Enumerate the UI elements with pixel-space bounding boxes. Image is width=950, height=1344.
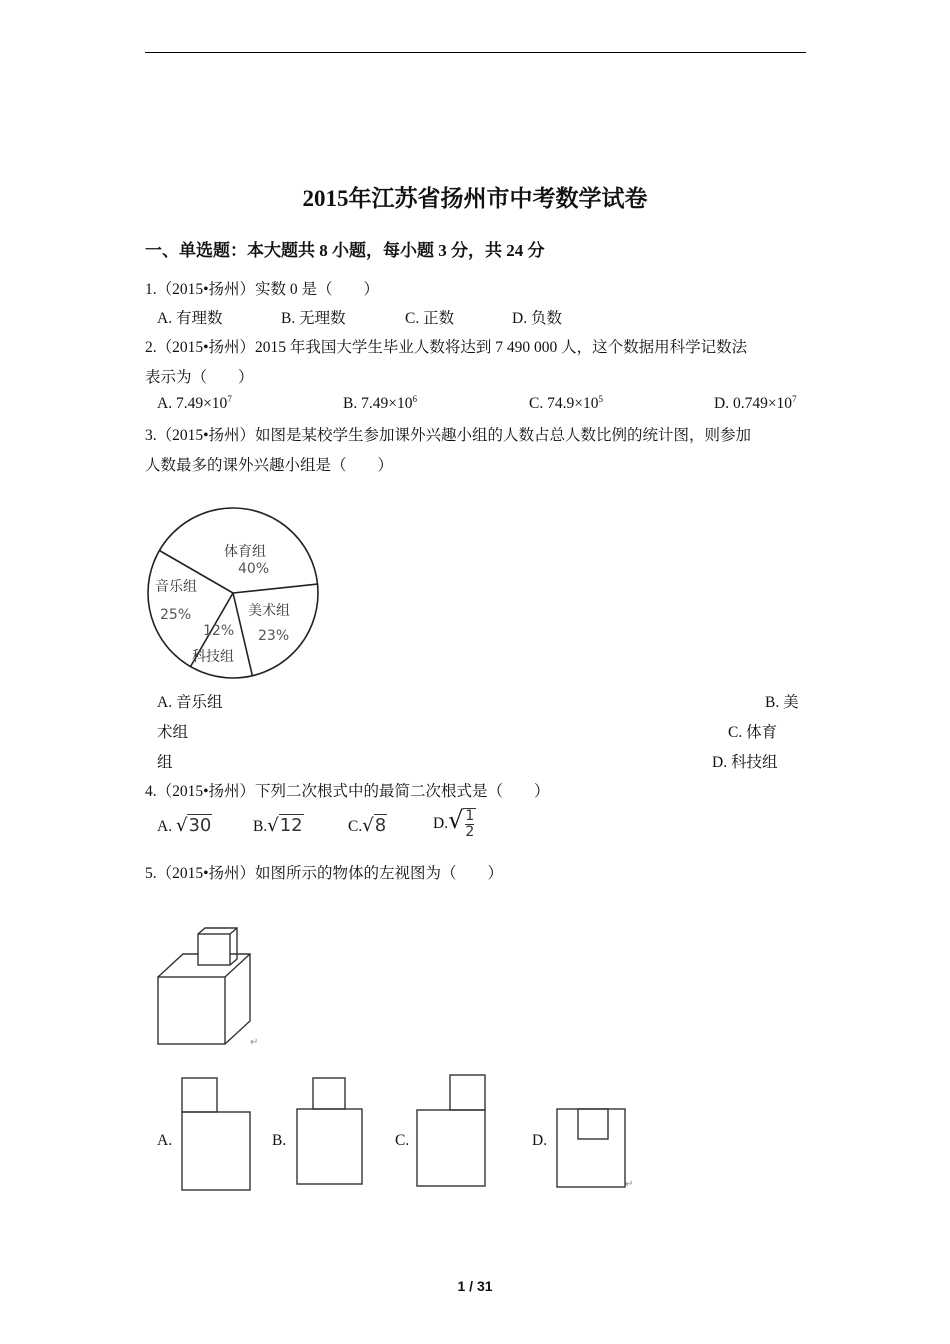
header-rule — [145, 52, 806, 53]
svg-text:↵: ↵ — [250, 1037, 259, 1048]
q2-option-c: C. $74.9\times 10^5$ — [529, 394, 603, 412]
q3-option-c-part2: 组 — [157, 754, 173, 771]
q3-option-a: A. 音乐组 — [157, 694, 223, 711]
q3-stem-line1: 3.（2015•扬州）如图是某校学生参加课外兴趣小组的人数占总人数比例的统计图，则参加 — [145, 427, 752, 444]
q3-option-d: D. 科技组 — [712, 754, 778, 771]
q5-option-d-figure — [555, 1105, 640, 1195]
section-heading: 一、单选题：本大题共 8 小题，每小题 3 分，共 24 分 — [145, 241, 545, 260]
q1-option-c: C. 正数 — [405, 310, 455, 327]
q5-option-c-figure — [415, 1072, 490, 1190]
q2-option-b: B. $7.49\times 10^6$ — [343, 394, 417, 412]
q4-option-d: D.√ $\frac{1}{2}$ — [433, 806, 475, 841]
q2-option-d: D. $0.749\times 10^7$ — [714, 394, 797, 412]
q3-option-b-part1: B. 美 — [765, 694, 799, 711]
svg-text:↵: ↵ — [625, 1179, 634, 1190]
q1-option-b: B. 无理数 — [281, 310, 346, 327]
q5-option-b-label: B. — [272, 1132, 287, 1149]
q1-option-d: D. 负数 — [512, 310, 562, 327]
q4-option-c: C.√8 — [348, 815, 387, 836]
pie-label-tiyu: 体育组 — [224, 544, 266, 560]
solid-figure — [150, 925, 270, 1055]
q3-option-b-part2: 术组 — [157, 724, 189, 741]
q5-option-d-label: D. — [532, 1132, 548, 1149]
pie-value-yinyue: 25% — [160, 607, 192, 623]
q3-stem-line2: 人数最多的课外兴趣小组是（ ） — [145, 457, 394, 474]
q1-option-a: A. 有理数 — [157, 310, 223, 327]
pie-label-yinyue: 音乐组 — [155, 579, 197, 595]
pie-slice-boundary-2 — [233, 584, 318, 593]
q2-option-a: A. $7.49\times 10^7$ — [157, 394, 232, 412]
page-indicator: 1 / 31 — [457, 1278, 493, 1294]
q5-option-c-label: C. — [395, 1132, 410, 1149]
pie-label-meishu: 美术组 — [248, 603, 290, 619]
q2-stem-line1: 2.（2015•扬州）2015 年我国大学生毕业人数将达到 7 490 000 人，这个数据用科学记数法 — [145, 339, 748, 356]
document-title: 2015年江苏省扬州市中考数学试卷 — [302, 186, 648, 211]
q2-stem-line2: 表示为（ ） — [145, 369, 254, 386]
q5-option-b-figure — [295, 1075, 365, 1190]
q5-stem: 5.（2015•扬州）如图所示的物体的左视图为（ ） — [145, 865, 504, 882]
q4-stem: 4.（2015•扬州）下列二次根式中的最简二次根式是（ ） — [145, 783, 550, 800]
pie-value-keji: 12% — [203, 623, 235, 639]
pie-value-meishu: 23% — [258, 628, 290, 644]
q5-option-a-figure — [180, 1075, 260, 1195]
q1-stem: 1.（2015•扬州）实数 0 是（ ） — [145, 281, 380, 298]
q3-option-c-part1: C. 体育 — [728, 724, 778, 741]
pie-chart — [140, 505, 330, 680]
pie-label-keji: 科技组 — [192, 649, 234, 665]
q5-option-a-label: A. — [157, 1132, 173, 1149]
q4-option-a: A. √30 — [157, 815, 212, 836]
q4-option-b: B.√12 — [253, 815, 303, 836]
pie-value-tiyu: 40% — [238, 561, 270, 577]
